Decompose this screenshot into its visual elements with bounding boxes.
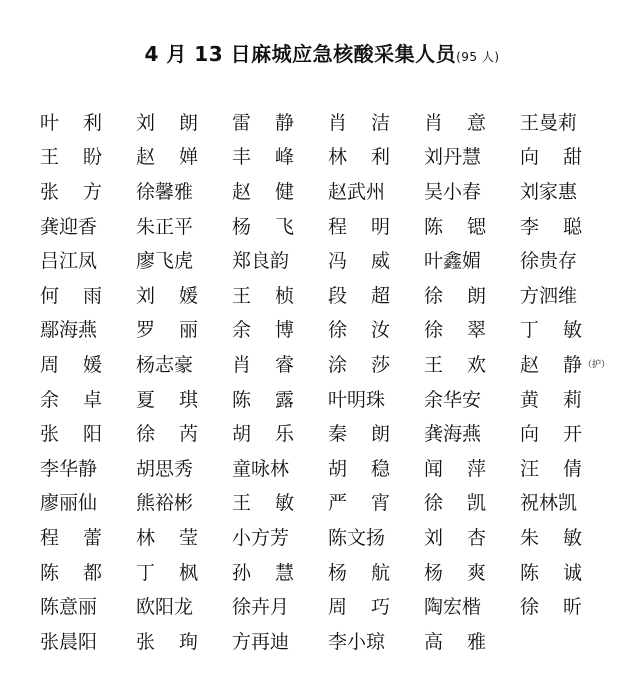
person-name: 刘家惠	[520, 180, 578, 203]
name-cell	[232, 457, 328, 480]
person-name: 徐 汝	[328, 319, 390, 342]
person-name: 余 卓	[40, 388, 102, 411]
name-cell	[136, 148, 232, 167]
person-name: 张 方	[40, 180, 102, 203]
name-cell	[40, 180, 136, 203]
name-cell	[136, 180, 232, 203]
person-name: 王曼莉	[520, 111, 578, 134]
person-name: 刘 杏	[424, 526, 486, 549]
name-cell	[136, 388, 232, 411]
name-cell	[424, 180, 520, 203]
name-row	[40, 590, 620, 625]
person-name: 李 聪	[520, 215, 582, 238]
person-name: 严 宵	[328, 492, 390, 515]
person-name: 陈意丽	[40, 596, 98, 619]
person-name: 王 欢	[424, 353, 486, 376]
name-cell	[328, 388, 424, 411]
name-cell	[136, 321, 232, 340]
person-name: 何 雨	[40, 284, 102, 307]
person-name: 周 巧	[328, 596, 390, 619]
name-cell	[232, 111, 328, 134]
name-cell	[520, 425, 616, 444]
name-cell	[520, 321, 616, 340]
person-name: 陈 都	[40, 561, 102, 584]
name-cell	[520, 148, 616, 167]
name-cell	[520, 598, 616, 617]
person-name: 王 盼	[40, 146, 102, 169]
name-cell	[136, 353, 232, 376]
name-cell	[328, 425, 424, 444]
person-name: 王 敏	[232, 492, 294, 515]
person-name: 冯 威	[328, 250, 390, 273]
person-name: 鄢海燕	[40, 319, 98, 342]
person-name: 程 明	[328, 215, 390, 238]
name-cell	[40, 284, 136, 307]
name-cell	[136, 630, 232, 653]
name-cell	[424, 598, 520, 617]
name-row	[40, 487, 620, 522]
person-name: 向 开	[520, 423, 582, 446]
name-cell	[232, 561, 328, 584]
name-cell	[520, 561, 616, 584]
person-name: 肖 意	[424, 111, 486, 134]
name-cell	[40, 494, 136, 513]
person-note: （护）	[583, 360, 611, 371]
name-cell	[520, 252, 616, 271]
name-cell	[328, 148, 424, 167]
name-cell	[136, 526, 232, 549]
person-name: 吴小春	[424, 180, 482, 203]
name-grid	[40, 106, 620, 660]
person-name: 叶 利	[40, 111, 102, 134]
name-cell	[232, 425, 328, 444]
name-cell	[40, 252, 136, 271]
name-cell	[40, 215, 136, 238]
name-row	[40, 625, 620, 660]
name-cell	[136, 252, 232, 271]
name-cell	[424, 630, 520, 653]
person-name: 张 珣	[136, 630, 198, 653]
name-cell	[424, 215, 520, 238]
person-name: 黄 莉	[520, 388, 582, 411]
name-cell	[136, 425, 232, 444]
person-name: 熊裕彬	[136, 492, 194, 515]
page-title	[0, 38, 644, 67]
person-name: 胡思秀	[136, 457, 194, 480]
name-row	[40, 279, 620, 314]
person-name: 李华静	[40, 457, 98, 480]
person-name: 夏 琪	[136, 388, 198, 411]
name-row	[40, 521, 620, 556]
person-name: 方泗维	[520, 284, 578, 307]
name-cell	[328, 180, 424, 203]
name-cell	[520, 180, 616, 203]
person-name: 罗 丽	[136, 319, 198, 342]
name-cell	[136, 284, 232, 307]
name-row	[40, 141, 620, 176]
name-cell	[232, 526, 328, 549]
person-name: 高 雅	[424, 630, 486, 653]
person-name: 刘 媛	[136, 284, 198, 307]
title-count: (95 人)	[456, 50, 500, 64]
person-name: 陈 诚	[520, 561, 582, 584]
person-name: 程 蕾	[40, 526, 102, 549]
name-row	[40, 452, 620, 487]
name-cell	[328, 353, 424, 376]
person-name: 余华安	[424, 388, 482, 411]
person-name: 丁 敏	[520, 319, 582, 342]
name-cell	[40, 321, 136, 340]
name-row	[40, 383, 620, 418]
person-name: 胡 乐	[232, 423, 294, 446]
title-main: 4 月 13 日麻城应急核酸采集人员	[144, 42, 457, 66]
name-cell	[424, 353, 520, 376]
name-cell	[136, 111, 232, 134]
person-name: 赵 静	[520, 353, 582, 376]
person-name: 余 博	[232, 319, 294, 342]
name-cell	[40, 425, 136, 444]
person-name: 方再迪	[232, 630, 290, 653]
name-cell	[232, 148, 328, 167]
name-cell	[424, 494, 520, 513]
name-cell	[232, 494, 328, 513]
name-cell	[328, 630, 424, 653]
person-name: 丰 峰	[232, 146, 294, 169]
name-cell	[40, 148, 136, 167]
person-name: 肖 睿	[232, 353, 294, 376]
name-cell	[520, 388, 616, 411]
person-name: 赵武州	[328, 180, 386, 203]
person-name: 吕江凤	[40, 250, 98, 273]
person-name: 欧阳龙	[136, 596, 194, 619]
person-name: 杨 航	[328, 561, 390, 584]
name-cell	[328, 494, 424, 513]
person-name: 徐贵存	[520, 250, 578, 273]
name-cell	[232, 284, 328, 307]
name-cell	[520, 353, 616, 376]
person-name: 杨 飞	[232, 215, 294, 238]
person-name: 刘丹慧	[424, 146, 482, 169]
name-row	[40, 314, 620, 349]
person-name: 周 媛	[40, 353, 102, 376]
name-cell	[40, 457, 136, 480]
person-name: 朱正平	[136, 215, 194, 238]
person-name: 叶明珠	[328, 388, 386, 411]
person-name: 胡 稳	[328, 457, 390, 480]
name-cell	[232, 321, 328, 340]
name-cell	[40, 598, 136, 617]
name-cell	[520, 111, 616, 134]
name-row	[40, 210, 620, 245]
name-cell	[40, 630, 136, 653]
name-cell	[520, 526, 616, 549]
name-cell	[232, 388, 328, 411]
person-name: 涂 莎	[328, 353, 390, 376]
person-name: 赵 健	[232, 180, 294, 203]
name-cell	[328, 526, 424, 549]
name-cell	[136, 215, 232, 238]
person-name: 闻 萍	[424, 457, 486, 480]
person-name: 陈 锶	[424, 215, 486, 238]
person-name: 徐 凯	[424, 492, 486, 515]
person-name: 廖丽仙	[40, 492, 98, 515]
name-cell	[424, 111, 520, 134]
name-cell	[40, 526, 136, 549]
name-cell	[424, 252, 520, 271]
person-name: 张晨阳	[40, 630, 98, 653]
name-cell	[232, 630, 328, 653]
name-cell	[328, 284, 424, 307]
name-cell	[232, 353, 328, 376]
name-cell	[520, 284, 616, 307]
person-name: 李小琼	[328, 630, 386, 653]
name-row	[40, 556, 620, 591]
person-name: 王 桢	[232, 284, 294, 307]
person-name: 丁 枫	[136, 561, 198, 584]
name-cell	[424, 457, 520, 480]
person-name: 向 甜	[520, 146, 582, 169]
person-name: 肖 洁	[328, 111, 390, 134]
person-name: 雷 静	[232, 111, 294, 134]
name-cell	[424, 388, 520, 411]
name-cell	[232, 252, 328, 271]
name-cell	[328, 215, 424, 238]
person-name: 徐 芮	[136, 423, 198, 446]
name-cell	[40, 561, 136, 584]
name-cell	[328, 598, 424, 617]
person-name: 徐 朗	[424, 284, 486, 307]
name-cell	[520, 457, 616, 480]
person-name: 赵 婵	[136, 146, 198, 169]
name-cell	[424, 425, 520, 444]
person-name: 杨 爽	[424, 561, 486, 584]
name-cell	[424, 526, 520, 549]
person-name: 小方芳	[232, 526, 290, 549]
person-name: 林 利	[328, 146, 390, 169]
name-row	[40, 417, 620, 452]
person-name: 徐卉月	[232, 596, 290, 619]
name-cell	[520, 215, 616, 238]
name-cell	[232, 180, 328, 203]
name-cell	[424, 321, 520, 340]
person-name: 汪 倩	[520, 457, 582, 480]
person-name: 徐 翠	[424, 319, 486, 342]
person-name: 陈 露	[232, 388, 294, 411]
name-cell	[232, 215, 328, 238]
name-cell	[232, 598, 328, 617]
person-name: 徐 昕	[520, 596, 582, 619]
person-name: 龚迎香	[40, 215, 98, 238]
person-name: 朱 敏	[520, 526, 582, 549]
person-name: 徐馨雅	[136, 180, 194, 203]
name-cell	[328, 252, 424, 271]
person-name: 童咏林	[232, 457, 290, 480]
person-name: 郑良韵	[232, 250, 290, 273]
name-cell	[136, 598, 232, 617]
name-row	[40, 175, 620, 210]
person-name: 陈文扬	[328, 526, 386, 549]
name-row	[40, 106, 620, 141]
person-name: 叶鑫媚	[424, 250, 482, 273]
name-cell	[328, 457, 424, 480]
name-cell	[424, 148, 520, 167]
name-cell	[136, 561, 232, 584]
person-name: 祝林凯	[520, 492, 578, 515]
name-cell	[40, 388, 136, 411]
name-cell	[136, 457, 232, 480]
person-name: 龚海燕	[424, 423, 482, 446]
name-cell	[520, 494, 616, 513]
person-name: 刘 朗	[136, 111, 198, 134]
person-name: 陶宏楷	[424, 596, 482, 619]
name-cell	[136, 494, 232, 513]
person-name: 张 阳	[40, 423, 102, 446]
person-name: 秦 朗	[328, 423, 390, 446]
name-cell	[328, 561, 424, 584]
person-name: 段 超	[328, 284, 390, 307]
person-name: 杨志豪	[136, 353, 194, 376]
person-name: 林 莹	[136, 526, 198, 549]
name-cell	[40, 111, 136, 134]
name-row	[40, 244, 620, 279]
person-name: 孙 慧	[232, 561, 294, 584]
name-cell	[40, 353, 136, 376]
name-cell	[328, 111, 424, 134]
person-name: 廖飞虎	[136, 250, 194, 273]
name-cell	[424, 561, 520, 584]
name-cell	[424, 284, 520, 307]
name-cell	[328, 321, 424, 340]
name-row	[40, 348, 620, 383]
